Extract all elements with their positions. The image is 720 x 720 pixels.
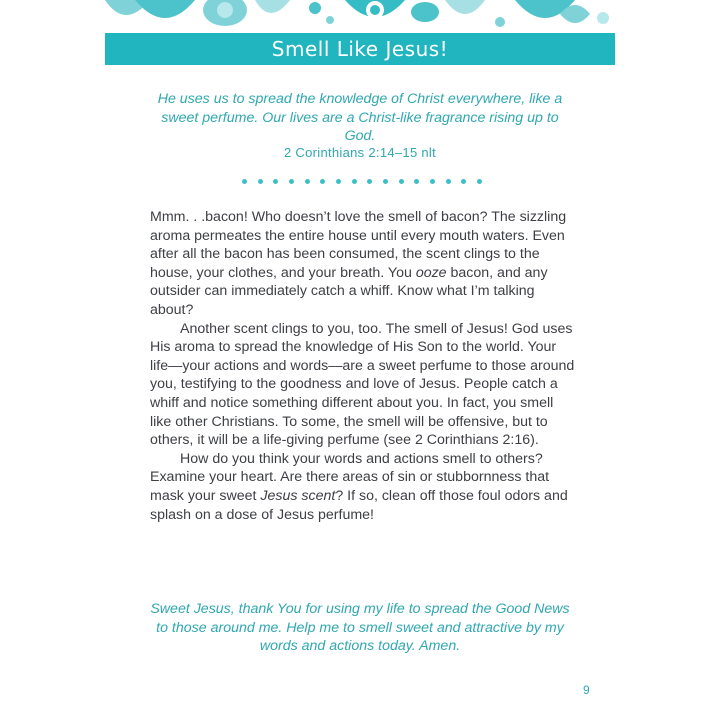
divider-dot <box>242 179 247 184</box>
divider-dot <box>430 179 435 184</box>
divider-dot <box>446 179 451 184</box>
page-number: 9 <box>583 683 590 697</box>
paragraph-2: Another scent clings to you, too. The smell of Jesus! God uses His aroma to spread the knowledge of His Son to the world. Your life—your actions and words—are a sweet perfume to those around you, testifying to the goodness and love of Jesus. People catch a whiff and notice something different about you. In fact, you smell like other Christians. To some, the smell will be offensive, but to others, it will be a life-giving perfume (see 2 Corinthians 2:16). <box>150 320 575 449</box>
divider-dot <box>273 179 278 184</box>
divider-dot <box>414 179 419 184</box>
divider-dot <box>320 179 325 184</box>
divider-dot <box>477 179 482 184</box>
dotted-divider <box>242 179 482 187</box>
divider-dot <box>336 179 341 184</box>
closing-prayer: Sweet Jesus, thank You for using my life to spread the Good News to those around me. Help me to smell sweet and attractive by my words and actions today. Amen. <box>150 601 570 654</box>
scripture-quote: He uses us to spread the knowledge of Christ everywhere, like a sweet perfume. Our lives are a Christ-like fragrance rising up to God. <box>157 91 563 144</box>
divider-dot <box>399 179 404 184</box>
page-title: Smell Like Jesus! <box>271 37 449 61</box>
divider-dot <box>461 179 466 184</box>
book-page <box>105 0 615 720</box>
devotional-body <box>150 208 575 524</box>
divider-dot <box>289 179 294 184</box>
paragraph-1: Mmm. . .bacon! Who doesn’t love the smell of bacon? The sizzling aroma permeates the entire house until every mouth waters. Even after all the bacon has been consumed, the scent clings to the house, your clothes, and your breath. You ooze bacon, and any outsider can immediately catch a whiff. Know what I’m talking about? <box>150 209 567 318</box>
scripture-reference: 2 Corinthians 2:14–15 nlt <box>283 145 437 160</box>
title-banner <box>105 33 615 65</box>
divider-dot <box>367 179 372 184</box>
divider-dot <box>258 179 263 184</box>
floral-header-decoration <box>105 0 615 36</box>
divider-dot <box>352 179 357 184</box>
paragraph-3: How do you think your words and actions smell to others? Examine your heart. Are there areas of sin or stubbornness that mask your sweet Jesus scent? If so, clean off those foul odors and splash on a dose of Jesus perfume! <box>150 450 568 523</box>
divider-dot <box>383 179 388 184</box>
divider-dot <box>305 179 310 184</box>
floral-pattern-icon <box>105 0 615 36</box>
